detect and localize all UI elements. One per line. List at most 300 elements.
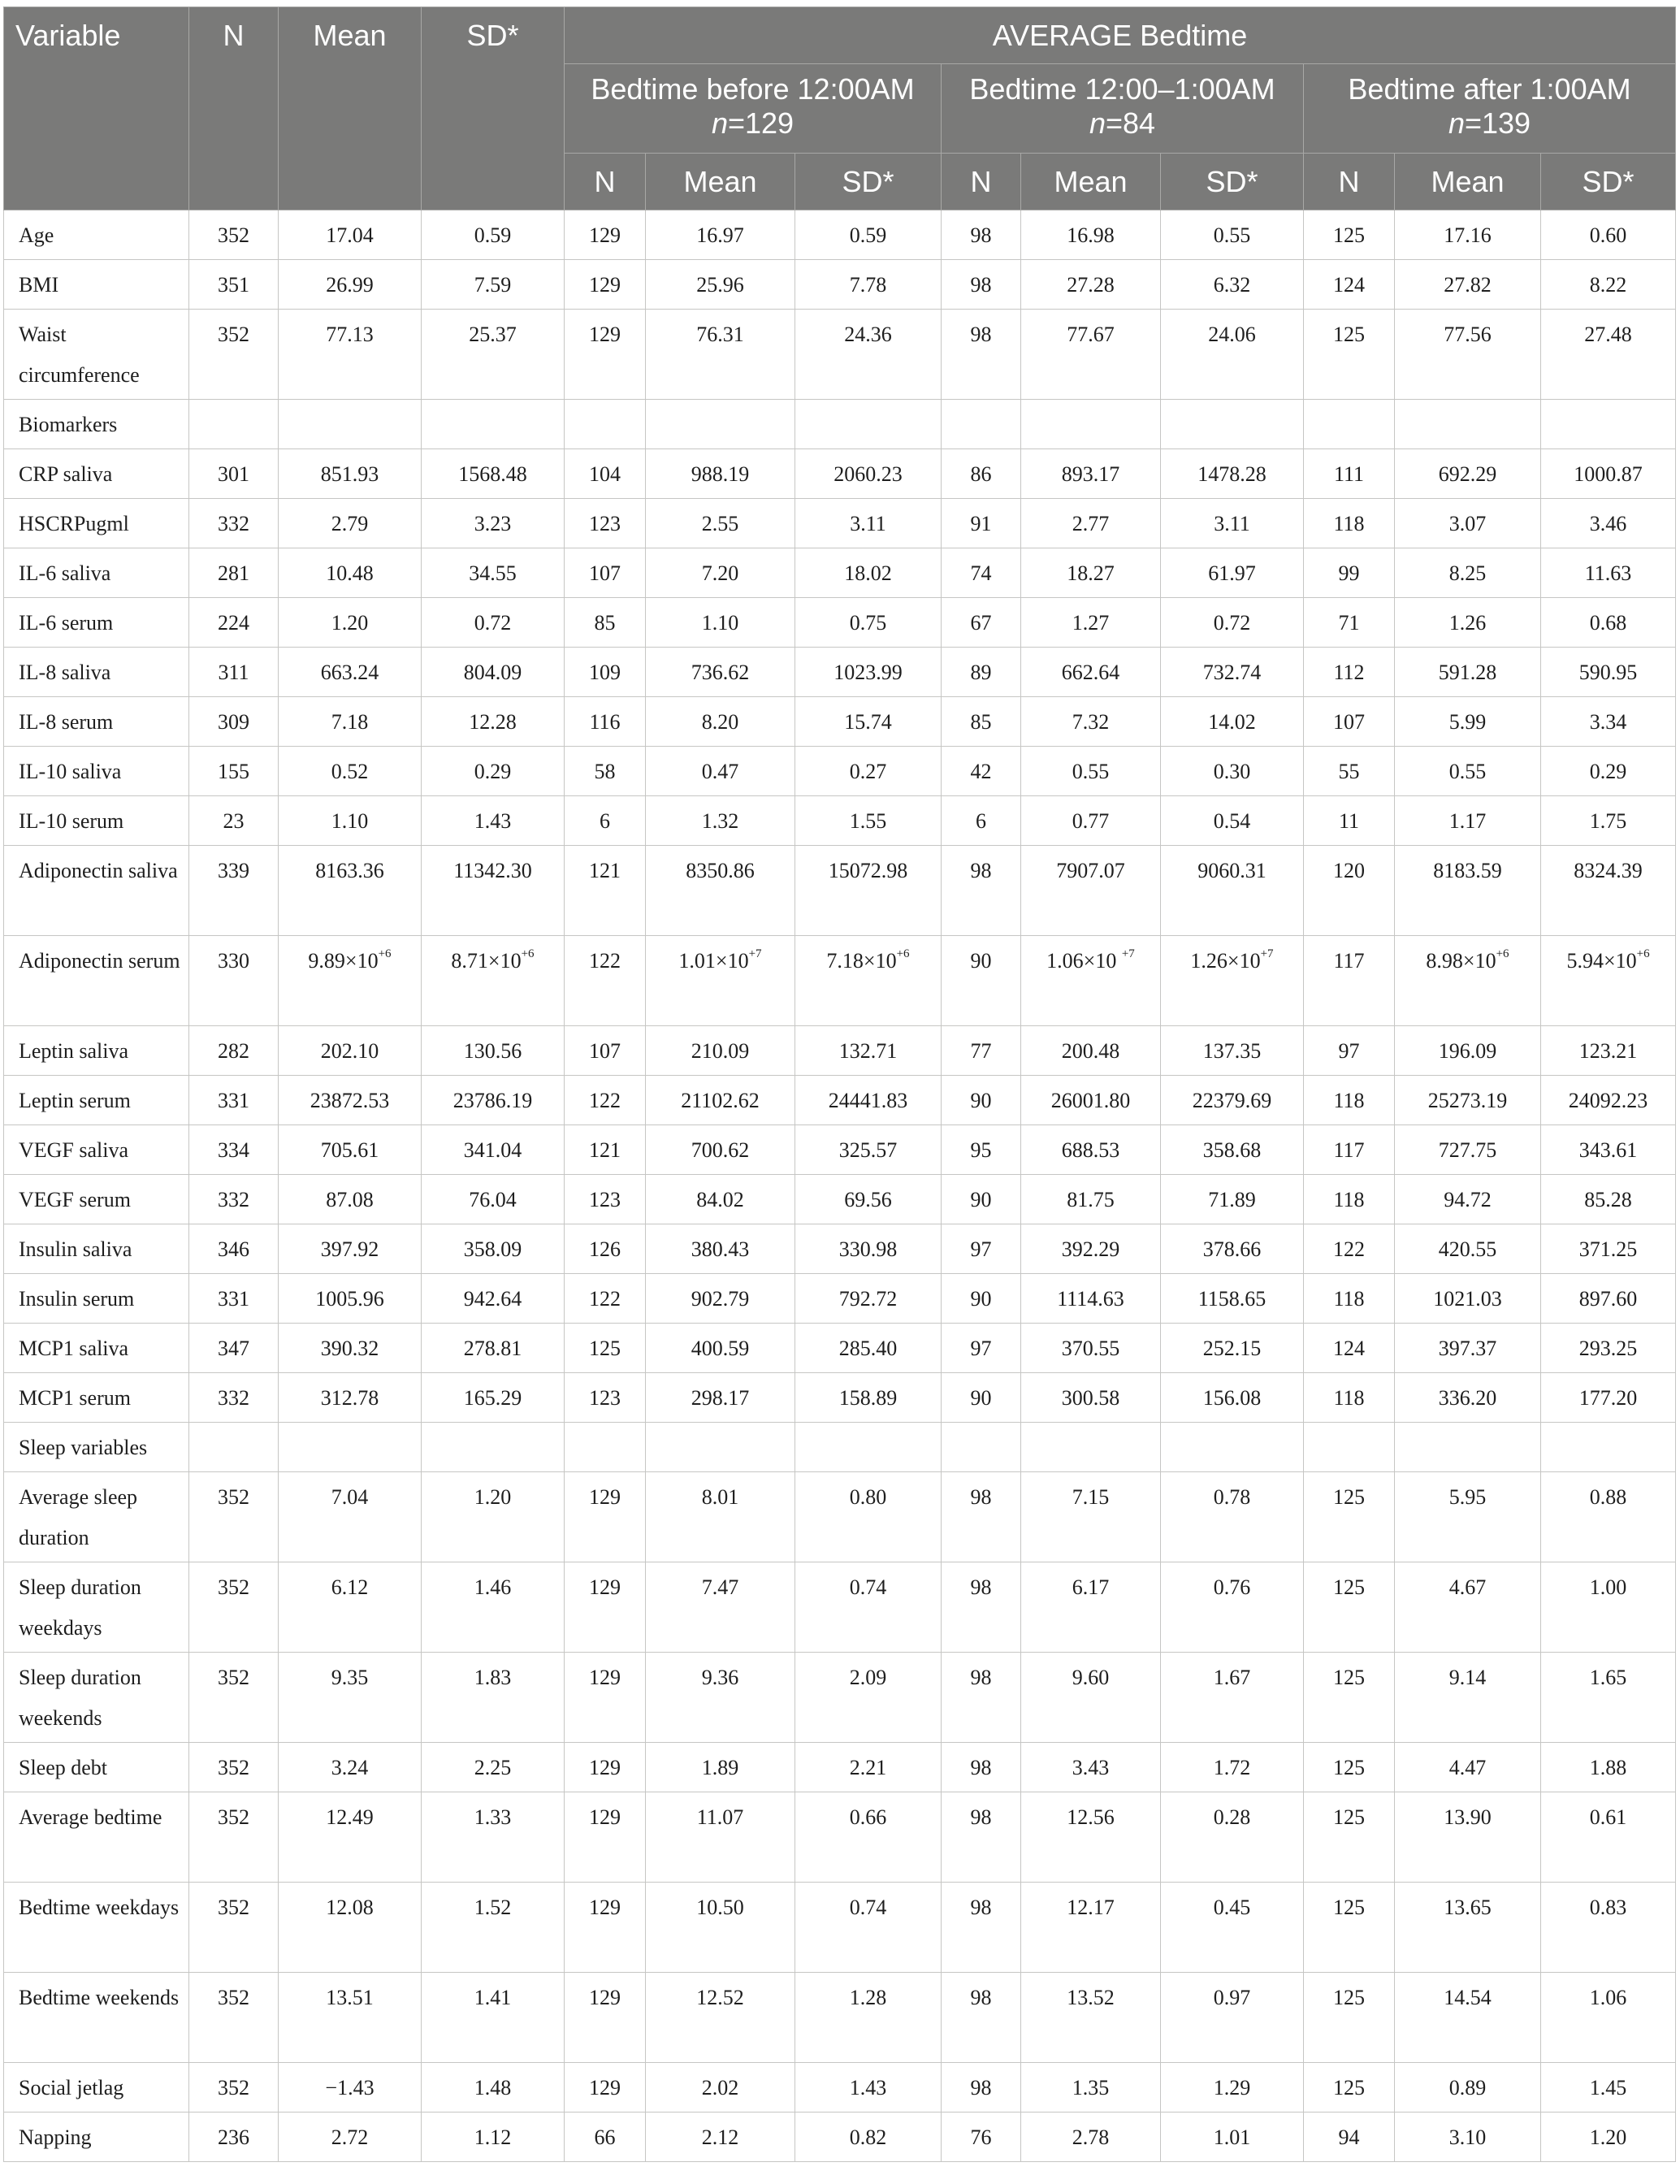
cell-mid-mean: 26001.80: [1021, 1076, 1161, 1125]
table-row: [4, 499, 1676, 548]
cell-late-mean: 0.55: [1395, 747, 1541, 796]
cell-late-n: 97: [1304, 1026, 1395, 1076]
cell-late-mean: 5.99: [1395, 697, 1541, 747]
cell-mid-mean: [1021, 400, 1161, 449]
table-header: [4, 7, 1676, 210]
table-row: [4, 1274, 1676, 1324]
cell-n: 352: [189, 1653, 279, 1743]
cell-n: 352: [189, 1792, 279, 1883]
table-row: [4, 936, 1676, 1026]
cell-sd: 34.55: [422, 548, 565, 598]
cell-late-n: 112: [1304, 648, 1395, 697]
cell-early-sd: 69.56: [795, 1175, 942, 1224]
row-label: Age: [4, 210, 189, 260]
cell-n: 352: [189, 310, 279, 400]
cell-late-sd: 371.25: [1541, 1224, 1676, 1274]
cell-mean: [279, 936, 422, 1026]
cell-mid-n: 90: [942, 1076, 1021, 1125]
cell-n: 331: [189, 1076, 279, 1125]
cell-early-mean: 16.97: [646, 210, 795, 260]
cell-mid-n: 67: [942, 598, 1021, 648]
row-label: MCP1 saliva: [4, 1324, 189, 1373]
cell-late-mean: 3.07: [1395, 499, 1541, 548]
cell-early-mean: 12.52: [646, 1973, 795, 2063]
cell-mid-n: 90: [942, 1274, 1021, 1324]
cell-early-n: [565, 1423, 646, 1472]
cell-late-mean: 8183.59: [1395, 846, 1541, 936]
value-exponent: +7: [1121, 947, 1135, 960]
cell-late-mean: 1021.03: [1395, 1274, 1541, 1324]
cell-mean: 202.10: [279, 1026, 422, 1076]
cell-late-sd: 1.06: [1541, 1973, 1676, 2063]
row-label: IL-6 saliva: [4, 548, 189, 598]
row-label: Napping: [4, 2112, 189, 2162]
cell-mid-n: 98: [942, 1472, 1021, 1562]
row-label: Sleep duration weekdays: [4, 1562, 189, 1653]
cell-mid-sd: 14.02: [1161, 697, 1304, 747]
cell-early-sd: 792.72: [795, 1274, 942, 1324]
cell-early-sd: [795, 400, 942, 449]
cell-late-mean: 77.56: [1395, 310, 1541, 400]
cell-mid-n: 91: [942, 499, 1021, 548]
header-group-before-midnight: [565, 64, 942, 154]
cell-early-mean: 7.47: [646, 1562, 795, 1653]
table-row: [4, 1743, 1676, 1792]
cell-late-sd: 0.83: [1541, 1883, 1676, 1973]
cell-mean: 851.93: [279, 449, 422, 499]
cell-late-mean: 25273.19: [1395, 1076, 1541, 1125]
row-label: Bedtime weekends: [4, 1973, 189, 2063]
cell-early-sd: 15.74: [795, 697, 942, 747]
row-label: IL-10 serum: [4, 796, 189, 846]
cell-late-n: 125: [1304, 310, 1395, 400]
cell-n: 352: [189, 1883, 279, 1973]
group-label: Bedtime after 1:00AM: [1348, 72, 1631, 106]
cell-n: [189, 400, 279, 449]
cell-n: 330: [189, 936, 279, 1026]
table-row: [4, 1423, 1676, 1472]
header-group-after-one: [1304, 64, 1676, 154]
cell-mid-n: 98: [942, 1792, 1021, 1883]
group-n-prefix: n: [711, 106, 728, 140]
row-label: Leptin serum: [4, 1076, 189, 1125]
cell-early-n: 121: [565, 846, 646, 936]
table-row: [4, 2063, 1676, 2112]
cell-mid-n: 98: [942, 1883, 1021, 1973]
cell-sd: 1.12: [422, 2112, 565, 2162]
cell-mid-n: 98: [942, 1562, 1021, 1653]
cell-mid-sd: [1161, 1423, 1304, 1472]
subheader-n: N: [942, 154, 1021, 210]
cell-late-n: 118: [1304, 1175, 1395, 1224]
cell-late-sd: 0.60: [1541, 210, 1676, 260]
cell-early-sd: 2060.23: [795, 449, 942, 499]
cell-early-mean: 2.12: [646, 2112, 795, 2162]
table-row: [4, 1175, 1676, 1224]
value-base: 1.26×10: [1190, 949, 1261, 973]
cell-late-mean: 397.37: [1395, 1324, 1541, 1373]
value-exponent: +6: [896, 947, 910, 960]
row-label: Social jetlag: [4, 2063, 189, 2112]
cell-sd: 23786.19: [422, 1076, 565, 1125]
cell-mid-sd: 3.11: [1161, 499, 1304, 548]
cell-early-mean: 0.47: [646, 747, 795, 796]
row-label: Insulin saliva: [4, 1224, 189, 1274]
table-row: [4, 1792, 1676, 1883]
cell-mid-mean: 7907.07: [1021, 846, 1161, 936]
row-label: Insulin serum: [4, 1274, 189, 1324]
cell-late-n: 117: [1304, 1125, 1395, 1175]
header-group-midnight-to-one: [942, 64, 1304, 154]
cell-mean: −1.43: [279, 2063, 422, 2112]
value-base: 7.18×10: [826, 949, 897, 973]
cell-late-mean: 14.54: [1395, 1973, 1541, 2063]
cell-mean: 397.92: [279, 1224, 422, 1274]
cell-n: 332: [189, 1175, 279, 1224]
cell-early-n: 122: [565, 1076, 646, 1125]
cell-early-mean: 84.02: [646, 1175, 795, 1224]
cell-late-sd: 1.00: [1541, 1562, 1676, 1653]
row-label: Sleep debt: [4, 1743, 189, 1792]
cell-early-n: 129: [565, 1653, 646, 1743]
cell-early-mean: 700.62: [646, 1125, 795, 1175]
cell-mid-n: [942, 400, 1021, 449]
cell-mid-mean: 81.75: [1021, 1175, 1161, 1224]
cell-sd: 341.04: [422, 1125, 565, 1175]
cell-late-mean: 4.67: [1395, 1562, 1541, 1653]
row-label: IL-6 serum: [4, 598, 189, 648]
cell-mid-sd: 378.66: [1161, 1224, 1304, 1274]
cell-mid-n: 86: [942, 449, 1021, 499]
group-label: Bedtime before 12:00AM: [591, 72, 915, 106]
cell-mid-mean: 2.78: [1021, 2112, 1161, 2162]
row-label: Adiponectin saliva: [4, 846, 189, 936]
cell-mid-mean: 662.64: [1021, 648, 1161, 697]
cell-mid-n: 74: [942, 548, 1021, 598]
row-label: Sleep variables: [4, 1423, 189, 1472]
cell-mean: 705.61: [279, 1125, 422, 1175]
cell-early-mean: 736.62: [646, 648, 795, 697]
cell-late-sd: 590.95: [1541, 648, 1676, 697]
cell-late-sd: 0.88: [1541, 1472, 1676, 1562]
cell-early-mean: 1.10: [646, 598, 795, 648]
cell-early-n: 66: [565, 2112, 646, 2162]
cell-early-n: 129: [565, 1562, 646, 1653]
cell-mid-n: 95: [942, 1125, 1021, 1175]
cell-mean: 2.79: [279, 499, 422, 548]
cell-early-n: 129: [565, 210, 646, 260]
cell-late-n: 71: [1304, 598, 1395, 648]
cell-early-sd: 0.80: [795, 1472, 942, 1562]
cell-mean: [279, 400, 422, 449]
cell-mid-n: 98: [942, 846, 1021, 936]
cell-late-mean: 692.29: [1395, 449, 1541, 499]
cell-early-sd: 18.02: [795, 548, 942, 598]
cell-late-sd: 177.20: [1541, 1373, 1676, 1423]
cell-late-sd: 0.61: [1541, 1792, 1676, 1883]
cell-mean: 8163.36: [279, 846, 422, 936]
cell-mid-mean: 12.56: [1021, 1792, 1161, 1883]
header-average-bedtime: AVERAGE Bedtime: [565, 7, 1676, 64]
cell-mean: 0.52: [279, 747, 422, 796]
cell-mid-mean: 688.53: [1021, 1125, 1161, 1175]
cell-mid-mean: [1021, 1423, 1161, 1472]
cell-early-sd: 1023.99: [795, 648, 942, 697]
cell-mean: 12.08: [279, 1883, 422, 1973]
cell-mean: 1.10: [279, 796, 422, 846]
subheader-sd: SD*: [1541, 154, 1676, 210]
cell-sd: 76.04: [422, 1175, 565, 1224]
cell-late-sd: 123.21: [1541, 1026, 1676, 1076]
cell-mean: 77.13: [279, 310, 422, 400]
table-row: [4, 846, 1676, 936]
cell-early-mean: 10.50: [646, 1883, 795, 1973]
cell-early-n: 123: [565, 499, 646, 548]
row-label: VEGF saliva: [4, 1125, 189, 1175]
cell-late-n: 125: [1304, 1743, 1395, 1792]
cell-mid-mean: [1021, 936, 1161, 1026]
row-label: Sleep duration weekends: [4, 1653, 189, 1743]
cell-late-n: 124: [1304, 260, 1395, 310]
cell-mid-n: 85: [942, 697, 1021, 747]
cell-early-n: 123: [565, 1373, 646, 1423]
cell-early-n: 129: [565, 1883, 646, 1973]
header-n: N: [189, 7, 279, 210]
descriptive-stats-table: [3, 6, 1676, 2162]
cell-n: 332: [189, 499, 279, 548]
header-sd: SD*: [422, 7, 565, 210]
cell-sd: 278.81: [422, 1324, 565, 1373]
cell-mid-sd: 1.67: [1161, 1653, 1304, 1743]
cell-early-n: 129: [565, 260, 646, 310]
row-label: IL-8 serum: [4, 697, 189, 747]
cell-sd: 1.33: [422, 1792, 565, 1883]
cell-late-sd: 0.29: [1541, 747, 1676, 796]
cell-mid-n: 6: [942, 796, 1021, 846]
table-row: [4, 1224, 1676, 1274]
cell-mean: 9.35: [279, 1653, 422, 1743]
cell-n: 352: [189, 210, 279, 260]
cell-early-sd: 1.43: [795, 2063, 942, 2112]
cell-late-n: 118: [1304, 1373, 1395, 1423]
table-row: [4, 1076, 1676, 1125]
cell-late-n: 125: [1304, 1973, 1395, 2063]
table-row: [4, 260, 1676, 310]
value-exponent: +6: [378, 947, 392, 960]
table-row: [4, 648, 1676, 697]
cell-mid-n: 89: [942, 648, 1021, 697]
cell-mid-n: [942, 1423, 1021, 1472]
cell-mid-sd: 0.28: [1161, 1792, 1304, 1883]
cell-mean: 17.04: [279, 210, 422, 260]
cell-late-sd: 293.25: [1541, 1324, 1676, 1373]
cell-sd: 1.48: [422, 2063, 565, 2112]
cell-mean: [279, 1423, 422, 1472]
cell-n: 331: [189, 1274, 279, 1324]
cell-early-mean: 2.55: [646, 499, 795, 548]
group-n-prefix: n: [1448, 106, 1465, 140]
cell-mid-mean: 392.29: [1021, 1224, 1161, 1274]
cell-early-sd: 0.66: [795, 1792, 942, 1883]
cell-early-n: 123: [565, 1175, 646, 1224]
cell-early-sd: 15072.98: [795, 846, 942, 936]
cell-mid-sd: 1.72: [1161, 1743, 1304, 1792]
cell-mid-sd: 0.78: [1161, 1472, 1304, 1562]
cell-late-n: 125: [1304, 1653, 1395, 1743]
cell-sd: 1.41: [422, 1973, 565, 2063]
cell-mid-mean: 12.17: [1021, 1883, 1161, 1973]
cell-n: 282: [189, 1026, 279, 1076]
cell-early-sd: 24.36: [795, 310, 942, 400]
cell-late-sd: 1.88: [1541, 1743, 1676, 1792]
cell-early-sd: 0.59: [795, 210, 942, 260]
cell-early-sd: [795, 1423, 942, 1472]
cell-mean: 1.20: [279, 598, 422, 648]
cell-late-n: 117: [1304, 936, 1395, 1026]
value-base: 8.98×10: [1426, 949, 1496, 973]
cell-n: 352: [189, 1472, 279, 1562]
cell-mid-n: 76: [942, 2112, 1021, 2162]
cell-late-mean: 13.90: [1395, 1792, 1541, 1883]
cell-late-mean: 5.95: [1395, 1472, 1541, 1562]
cell-early-n: 122: [565, 936, 646, 1026]
cell-early-mean: 298.17: [646, 1373, 795, 1423]
cell-early-mean: 210.09: [646, 1026, 795, 1076]
cell-mid-mean: 16.98: [1021, 210, 1161, 260]
cell-n: 346: [189, 1224, 279, 1274]
cell-mid-n: 98: [942, 260, 1021, 310]
subheader-mean: Mean: [1395, 154, 1541, 210]
cell-n: 155: [189, 747, 279, 796]
value-exponent: +6: [521, 947, 535, 960]
cell-early-n: 121: [565, 1125, 646, 1175]
cell-early-mean: 76.31: [646, 310, 795, 400]
cell-late-mean: 17.16: [1395, 210, 1541, 260]
cell-late-n: 11: [1304, 796, 1395, 846]
cell-n: 339: [189, 846, 279, 936]
cell-late-n: 118: [1304, 1076, 1395, 1125]
cell-early-n: 107: [565, 548, 646, 598]
value-exponent: +6: [1496, 947, 1509, 960]
table-row: [4, 1324, 1676, 1373]
cell-late-n: 125: [1304, 1472, 1395, 1562]
cell-mid-sd: 0.76: [1161, 1562, 1304, 1653]
cell-mid-mean: 1114.63: [1021, 1274, 1161, 1324]
cell-n: 352: [189, 1562, 279, 1653]
cell-mid-sd: 1.01: [1161, 2112, 1304, 2162]
cell-late-sd: 1.75: [1541, 796, 1676, 846]
cell-late-n: 111: [1304, 449, 1395, 499]
cell-late-sd: 0.68: [1541, 598, 1676, 648]
cell-late-mean: 8.25: [1395, 548, 1541, 598]
cell-early-mean: [646, 936, 795, 1026]
group-label: Bedtime 12:00–1:00AM: [969, 72, 1275, 106]
cell-mean: 663.24: [279, 648, 422, 697]
cell-mid-mean: 6.17: [1021, 1562, 1161, 1653]
cell-mid-sd: 358.68: [1161, 1125, 1304, 1175]
cell-mid-n: 90: [942, 1373, 1021, 1423]
subheader-n: N: [1304, 154, 1395, 210]
cell-late-sd: [1541, 936, 1676, 1026]
cell-n: 352: [189, 1743, 279, 1792]
cell-n: 332: [189, 1373, 279, 1423]
cell-sd: 942.64: [422, 1274, 565, 1324]
cell-mid-n: 42: [942, 747, 1021, 796]
row-label: MCP1 serum: [4, 1373, 189, 1423]
cell-late-sd: 11.63: [1541, 548, 1676, 598]
cell-mean: 312.78: [279, 1373, 422, 1423]
cell-sd: 130.56: [422, 1026, 565, 1076]
cell-early-mean: 7.20: [646, 548, 795, 598]
cell-early-mean: 8350.86: [646, 846, 795, 936]
cell-early-n: 129: [565, 1973, 646, 2063]
cell-mid-n: 90: [942, 1175, 1021, 1224]
table-body: [4, 210, 1676, 2162]
cell-sd: 1.52: [422, 1883, 565, 1973]
cell-mid-sd: 22379.69: [1161, 1076, 1304, 1125]
cell-late-sd: 3.34: [1541, 697, 1676, 747]
cell-late-sd: 897.60: [1541, 1274, 1676, 1324]
row-label: Adiponectin serum: [4, 936, 189, 1026]
row-label: Leptin saliva: [4, 1026, 189, 1076]
cell-early-sd: 3.11: [795, 499, 942, 548]
cell-mid-sd: 0.55: [1161, 210, 1304, 260]
cell-n: 236: [189, 2112, 279, 2162]
cell-early-sd: 2.21: [795, 1743, 942, 1792]
cell-late-mean: 0.89: [1395, 2063, 1541, 2112]
cell-late-mean: 336.20: [1395, 1373, 1541, 1423]
group-n-value: =84: [1105, 106, 1156, 140]
cell-late-n: 125: [1304, 1792, 1395, 1883]
table-row: [4, 1973, 1676, 2063]
cell-late-n: 118: [1304, 1274, 1395, 1324]
cell-mean: 6.12: [279, 1562, 422, 1653]
cell-mid-sd: 252.15: [1161, 1324, 1304, 1373]
cell-mid-mean: 0.77: [1021, 796, 1161, 846]
cell-late-n: [1304, 1423, 1395, 1472]
cell-mean: 87.08: [279, 1175, 422, 1224]
cell-late-sd: 27.48: [1541, 310, 1676, 400]
cell-early-n: 129: [565, 2063, 646, 2112]
cell-mid-mean: 300.58: [1021, 1373, 1161, 1423]
cell-late-n: 120: [1304, 846, 1395, 936]
cell-early-sd: [795, 936, 942, 1026]
cell-late-n: 99: [1304, 548, 1395, 598]
cell-sd: 12.28: [422, 697, 565, 747]
table-row: [4, 1883, 1676, 1973]
cell-sd: 0.59: [422, 210, 565, 260]
cell-late-mean: 1.17: [1395, 796, 1541, 846]
cell-mid-sd: 9060.31: [1161, 846, 1304, 936]
cell-sd: 804.09: [422, 648, 565, 697]
group-n-value: =139: [1464, 106, 1531, 140]
cell-early-n: 116: [565, 697, 646, 747]
cell-late-sd: 24092.23: [1541, 1076, 1676, 1125]
cell-n: 309: [189, 697, 279, 747]
cell-mid-sd: 0.54: [1161, 796, 1304, 846]
cell-mid-mean: 77.67: [1021, 310, 1161, 400]
cell-mid-sd: [1161, 400, 1304, 449]
cell-n: [189, 1423, 279, 1472]
cell-late-sd: [1541, 1423, 1676, 1472]
cell-early-sd: 0.74: [795, 1562, 942, 1653]
cell-early-mean: 2.02: [646, 2063, 795, 2112]
cell-n: 347: [189, 1324, 279, 1373]
cell-late-mean: 9.14: [1395, 1653, 1541, 1743]
cell-late-sd: 343.61: [1541, 1125, 1676, 1175]
header-mean: Mean: [279, 7, 422, 210]
cell-early-sd: 1.28: [795, 1973, 942, 2063]
